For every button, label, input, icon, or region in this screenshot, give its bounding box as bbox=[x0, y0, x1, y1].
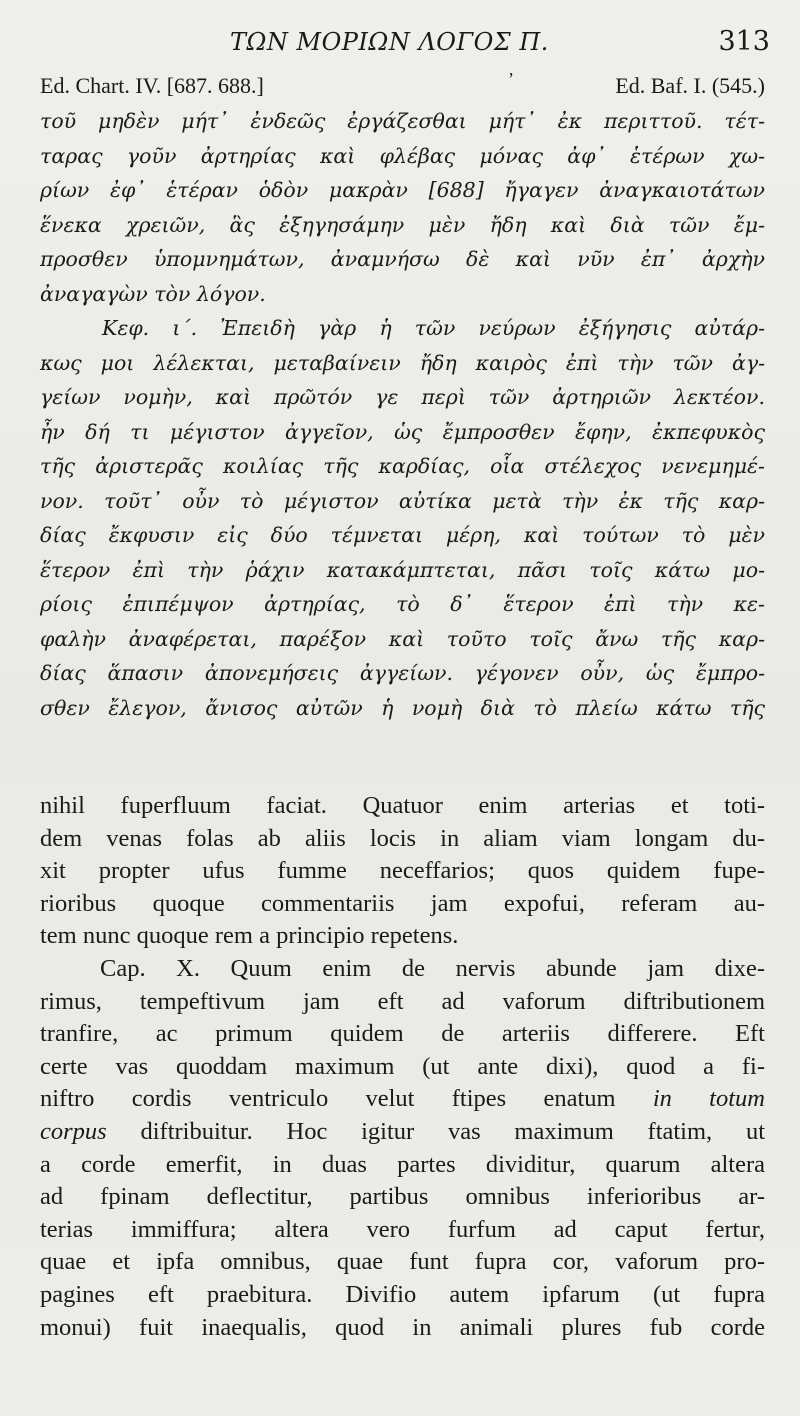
greek-line: δίας ἅπασιν ἀπονεμήσεις ἀγγείων. γέγονεν οὖν, ὡς ἔμπρο- bbox=[40, 661, 765, 685]
latin-italic-phrase: in totum bbox=[652, 1085, 765, 1113]
latin-line: xit propter ufus fumme neceffarios; quos quidem fupe- bbox=[40, 857, 765, 885]
greek-line: ταρας γοῦν ἀρτηρίας καὶ φλέβας μόνας ἀφ᾽ ἑτέρων χω- bbox=[40, 143, 765, 168]
edition-mark: ’ bbox=[508, 69, 514, 89]
latin-line-with-italic bbox=[40, 1116, 765, 1149]
greek-line: γείων νομὴν, καὶ πρῶτόν γε περὶ τῶν ἀρτηριῶν λεκτέον. bbox=[40, 385, 765, 409]
latin-line: rioribus quoque commentariis jam expofui, referam au- bbox=[40, 889, 765, 917]
greek-line: τῆς ἀριστερᾶς κοιλίας τῆς καρδίας, οἷα στέλεχος νενεμημέ- bbox=[40, 454, 765, 478]
latin-italic-word: corpus bbox=[40, 1117, 107, 1145]
greek-line: κως μοι λέλεκται, μεταβαίνειν ἤδη καιρὸς ἐπὶ τὴν τῶν ἀγ- bbox=[40, 350, 765, 375]
greek-line: δίας ἔκφυσιν εἰς δύο τέμνεται μέρη, καὶ τούτων τὸ μὲν bbox=[40, 523, 765, 547]
latin-line: pagines eft praebitura. Divifio autem ipfarum (ut fupra bbox=[40, 1280, 765, 1308]
latin-line: monui) fuit inaequalis, quod in animali plures fub corde bbox=[40, 1313, 765, 1341]
greek-line: ρίοις ἐπιπέμψον ἀρτηρίας, τὸ δ᾽ ἕτερον ἐπὶ τὴν κε- bbox=[40, 592, 765, 616]
latin-line: tem nunc quoque rem a principio repetens. bbox=[40, 922, 459, 950]
greek-line: ἕνεκα χρειῶν, ἃς ἐξηγησάμην μὲν ἤδη καὶ διὰ τῶν ἔμ- bbox=[40, 212, 765, 237]
latin-text-block bbox=[40, 790, 765, 1344]
latin-line: nihil fuperfluum faciat. Quatuor enim arterias et toti- bbox=[40, 792, 765, 819]
running-title: ΤΩΝ ΜΟΡΙΩΝ ΛΟΓΟΣ Π. bbox=[230, 28, 549, 56]
latin-chapter-heading-line: Cap. X. Quum enim de nervis abunde jam dixe- bbox=[100, 954, 765, 982]
latin-line: quae et ipfa omnibus, quae funt fupra cor, vaforum pro- bbox=[40, 1248, 765, 1276]
latin-line-with-italic bbox=[40, 1083, 765, 1116]
greek-line: σθεν ἔλεγον, ἄνισος αὐτῶν ἡ νομὴ διὰ τὸ πλείω κάτω τῆς bbox=[40, 695, 765, 720]
latin-line-text: niftro cordis ventriculo velut ftipes enatum bbox=[40, 1085, 616, 1113]
latin-line: tranfire, ac primum quidem de arteriis differere. Eft bbox=[40, 1020, 765, 1048]
latin-line: terias immiffura; altera vero furfum ad caput fertur, bbox=[40, 1215, 765, 1243]
latin-line-text: diftribuitur. Hoc igitur vas maximum ftatim, ut bbox=[140, 1117, 766, 1145]
greek-line: ἕτερον ἐπὶ τὴν ῥάχιν κατακάμπτεται, πᾶσι τοῖς κάτω μο- bbox=[40, 557, 765, 582]
greek-line: νον. τοῦτ᾽ οὖν τὸ μέγιστον αὐτίκα μετὰ τὴν ἐκ τῆς καρ- bbox=[40, 488, 765, 513]
page-header bbox=[40, 28, 770, 64]
latin-line: a corde emerfit, in duas partes dividitur, quarum altera bbox=[40, 1150, 765, 1178]
greek-chapter-heading-line: Κεφ. ι΄. Ἐπειδὴ γὰρ ἡ τῶν νεύρων ἐξήγησις αὐτάρ- bbox=[102, 316, 765, 340]
greek-line: προσθεν ὑπομνημάτων, ἀναμνήσω δὲ καὶ νῦν ἐπ᾽ ἀρχὴν bbox=[40, 247, 765, 271]
edition-chart-ref: Ed. Chart. IV. [687. 688.] bbox=[40, 73, 264, 98]
latin-line: rimus, tempeftivum jam eft ad vaforum diftributionem bbox=[40, 987, 765, 1015]
greek-text-block bbox=[40, 104, 765, 725]
latin-line: dem venas folas ab aliis locis in aliam viam longam du- bbox=[40, 824, 765, 852]
greek-line: ἦν δή τι μέγιστον ἀγγεῖον, ὡς ἔμπροσθεν ἔφην, ἐκπεφυκὸς bbox=[40, 419, 765, 444]
greek-line: ἀναγαγὼν τὸν λόγον. bbox=[40, 281, 266, 306]
page-number: 313 bbox=[718, 26, 770, 57]
edition-basel-ref: Ed. Baf. I. (545.) bbox=[615, 73, 765, 98]
greek-line: ρίων ἐφ᾽ ἑτέραν ὁδὸν μακρὰν [688] ἤγαγεν ἀναγκαιοτάτων bbox=[40, 178, 765, 202]
latin-line: certe vas quoddam maximum (ut ante dixi), quod a fi- bbox=[40, 1052, 765, 1080]
greek-line: τοῦ μηδὲν μήτ᾽ ἐνδεῶς ἐργάζεσθαι μήτ᾽ ἐκ περιττοῦ. τέτ- bbox=[40, 109, 765, 133]
edition-reference-line bbox=[40, 69, 765, 103]
latin-line: ad fpinam deflectitur, partibus omnibus inferioribus ar- bbox=[40, 1183, 765, 1211]
greek-line: φαλὴν ἀναφέρεται, παρέξον καὶ τοῦτο τοῖς ἄνω τῆς καρ- bbox=[40, 626, 765, 651]
